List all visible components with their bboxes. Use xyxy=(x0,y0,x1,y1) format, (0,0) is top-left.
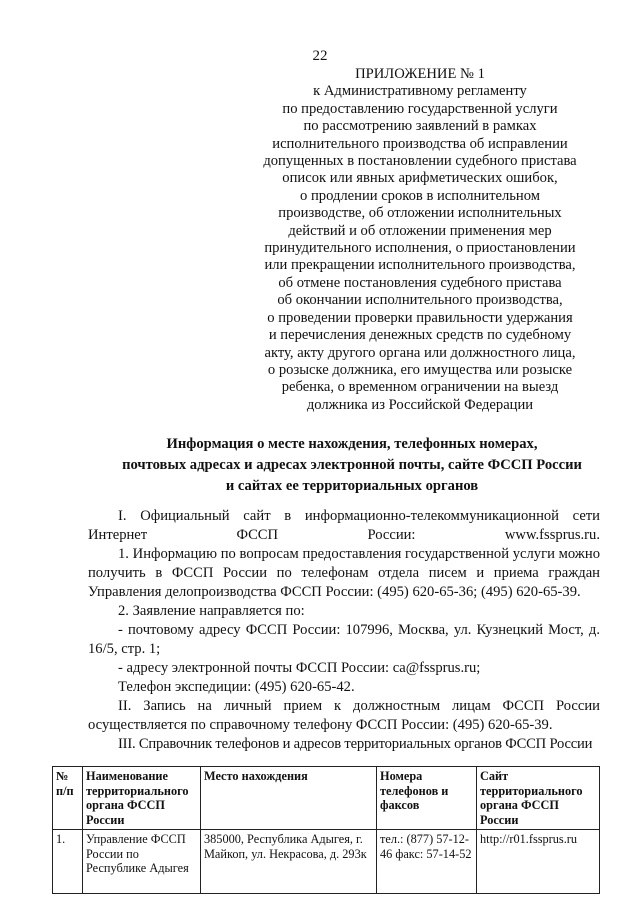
appendix-line: ПРИЛОЖЕНИЕ № 1 xyxy=(355,66,485,82)
paragraph: - почтовому адресу ФССП России: 107996, Москва, ул. Кузнецкий Мост, д. 16/5, стр. 1; xyxy=(88,622,600,658)
appendix-line: об отмене постановления судебного пристава xyxy=(278,274,562,291)
title-line: почтовых адресах и адресах электронной почты, сайте ФССП России xyxy=(122,457,582,474)
section-title xyxy=(70,434,634,497)
appendix-header xyxy=(235,66,605,414)
table-row xyxy=(53,830,600,894)
table-cell: 1. xyxy=(53,830,83,894)
page-number: 22 xyxy=(312,48,328,64)
appendix-line: производстве, об отложении исполнительных xyxy=(278,205,562,222)
appendix-line: описок или явных арифметических ошибок, xyxy=(282,170,558,187)
table-cell: Управление ФССП России по Республике Адыгея xyxy=(83,830,201,894)
table-cell: тел.: (877) 57-12-46 факс: 57-14-52 xyxy=(377,830,477,894)
body-text xyxy=(88,507,600,754)
col-header: Сайт территориального органа ФССП России xyxy=(477,767,600,830)
title-line: Информация о месте нахождения, телефонных номерах, xyxy=(166,436,538,453)
appendix-line: допущенных в постановлении судебного пристава xyxy=(263,153,577,170)
appendix-line: принудительного исполнения, о приостановлении xyxy=(264,240,576,257)
appendix-line: о розыске должника, его имущества или розыске xyxy=(267,361,573,378)
appendix-line: исполнительного производства об исправлении xyxy=(272,135,568,152)
col-header: Номера телефонов и факсов xyxy=(377,767,477,830)
appendix-line: должника из Российской Федерации xyxy=(306,396,534,413)
paragraph: I. Официальный сайт в информационно-телекоммуникационной сети Интернет ФССП России: www.fssprus.ru. xyxy=(88,508,600,544)
appendix-line: по предоставлению государственной услуги xyxy=(282,100,558,117)
appendix-line: об окончании исполнительного производства, xyxy=(277,292,563,309)
appendix-line: о продлении сроков в исполнительном xyxy=(300,187,540,204)
appendix-line: к Административному регламенту xyxy=(313,83,527,100)
appendix-line: ребенка, о временном ограничении на выезд xyxy=(281,379,559,396)
table-cell: http://r01.fssprus.ru xyxy=(477,830,600,894)
territorial-offices-table xyxy=(52,766,600,894)
paragraph: III. Справочник телефонов и адресов территориальных органов ФССП России xyxy=(118,736,593,753)
col-header: Место нахождения xyxy=(201,767,377,830)
paragraph: 2. Заявление направляется по: xyxy=(118,603,305,620)
col-header: Наименование территориального органа ФССП России xyxy=(83,767,201,830)
paragraph: 1. Информацию по вопросам предоставления государственной услуги можно получить в ФССП России по телефонам отдела писем и приема граждан Управления делопроизводства ФССП России: (495) 620-65-36; (495) 620-65-39. xyxy=(88,546,600,601)
appendix-line: по рассмотрению заявлений в рамках xyxy=(303,118,537,135)
paragraph: - адресу электронной почты ФССП России: ca@fssprus.ru; xyxy=(118,660,481,677)
appendix-line: действий и об отложении применения мер xyxy=(288,222,552,239)
title-line: и сайтах ее территориальных органов xyxy=(225,478,479,495)
appendix-line: о проведении проверки правильности удержания xyxy=(267,309,573,326)
table-cell: 385000, Республика Адыгея, г. Майкоп, ул. Некрасова, д. 293к xyxy=(201,830,377,894)
appendix-line: и перечисления денежных средств по судебному xyxy=(268,327,572,344)
paragraph: II. Запись на личный прием к должностным лицам ФССП России осуществляется по справочному телефону ФССП России: (495) 620-65-39. xyxy=(88,698,600,734)
col-header: № п/п xyxy=(53,767,83,830)
table-header-row xyxy=(53,767,600,830)
appendix-line: акту, акту другого органа или должностного лица, xyxy=(264,344,576,361)
paragraph: Телефон экспедиции: (495) 620-65-42. xyxy=(118,679,355,696)
appendix-line: или прекращении исполнительного производства, xyxy=(264,257,576,274)
